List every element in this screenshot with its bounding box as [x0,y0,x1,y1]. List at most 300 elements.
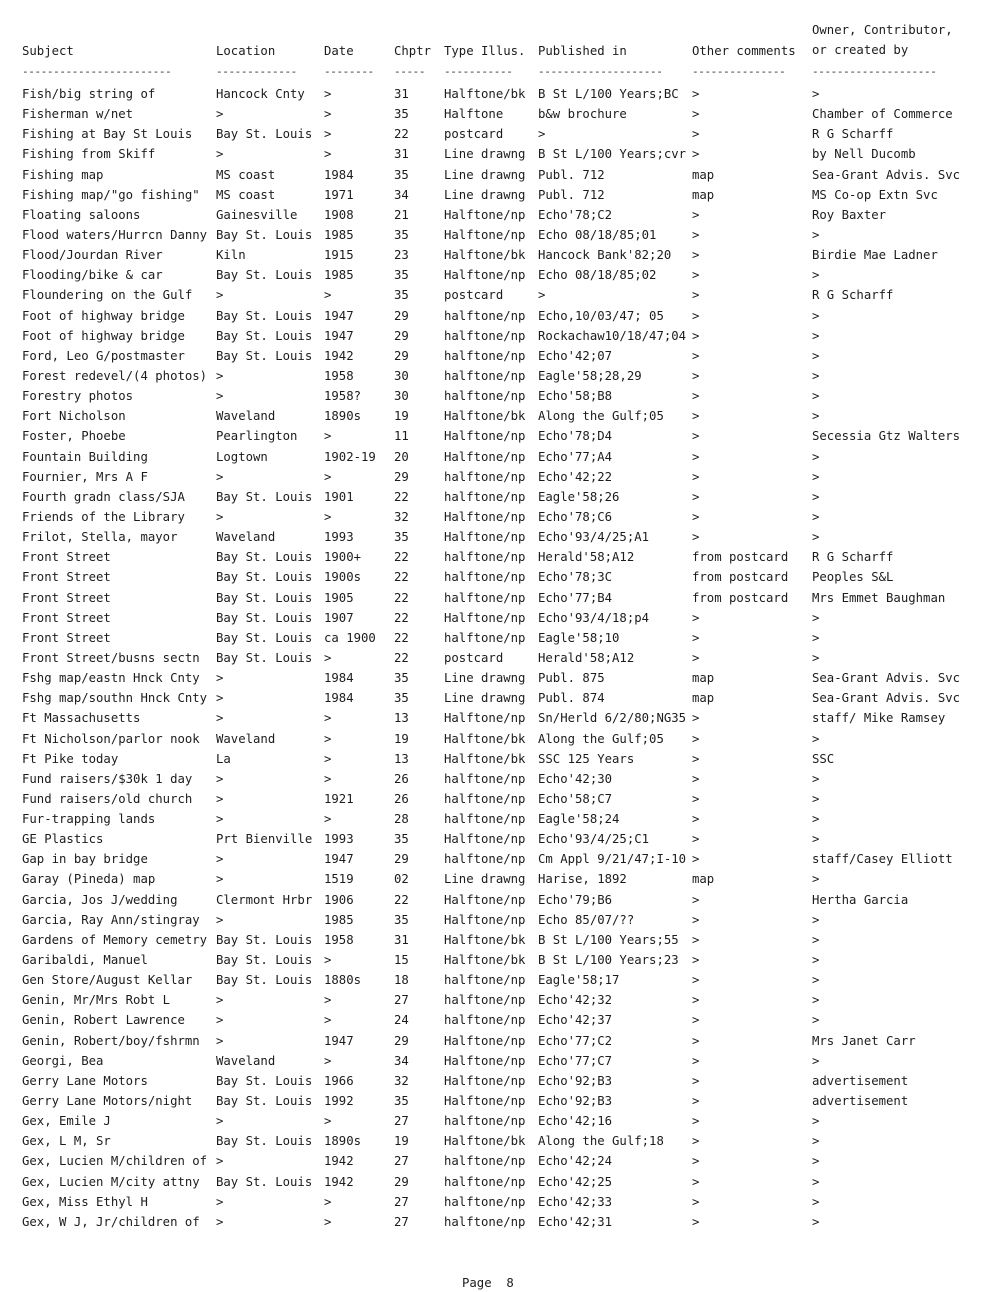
cell-chapter: 32 [394,1073,409,1088]
cell-date: 1992 [324,1094,354,1109]
cell-date: ca 1900 [324,630,376,645]
cell-other-comments: > [692,530,700,545]
cell-chapter: 27 [394,1214,409,1229]
cell-owner: > [812,973,820,988]
cell-owner: > [812,530,820,545]
cell-subject: Front Street/busns sectn [22,650,200,665]
cell-location: > [216,107,224,122]
cell-chapter: 21 [394,207,409,222]
cell-date: 1985 [324,268,354,283]
cell-type-illus: halftone/np [444,550,526,565]
table-row [0,1111,992,1131]
table-row [0,1172,992,1192]
cell-chapter: 35 [394,832,409,847]
cell-chapter: 19 [394,409,409,424]
cell-owner: Mrs Janet Carr [812,1033,916,1048]
cell-location: Bay St. Louis [216,308,313,323]
cell-subject: Fishing map [22,167,104,182]
cell-other-comments: > [692,207,700,222]
cell-date: > [324,1194,332,1209]
cell-date: 1902-19 [324,449,376,464]
cell-owner: > [812,872,820,887]
cell-type-illus: halftone/np [444,389,526,404]
cell-subject: Fshg map/southn Hnck Cnty [22,691,208,706]
cell-chapter: 22 [394,570,409,585]
cell-subject: Flooding/bike & car [22,268,163,283]
cell-location: > [216,1154,224,1169]
cell-chapter: 29 [394,1174,409,1189]
cell-owner: > [812,1154,820,1169]
cell-other-comments: > [692,308,700,323]
cell-date: 1958 [324,932,354,947]
cell-owner: R G Scharff [812,550,894,565]
cell-subject: Frilot, Stella, mayor [22,530,178,545]
cell-date: 1905 [324,590,354,605]
cell-subject: Fort Nicholson [22,409,126,424]
cell-owner: > [812,932,820,947]
cell-subject: Fishing at Bay St Louis [22,127,193,142]
cell-date: 1984 [324,167,354,182]
table-row [0,729,992,749]
cell-other-comments: > [692,973,700,988]
cell-location: Bay St. Louis [216,1134,313,1149]
cell-date: 1958? [324,389,362,404]
cell-date: > [324,509,332,524]
cell-owner: > [812,1174,820,1189]
cell-other-comments: > [692,993,700,1008]
cell-type-illus: Line drawng [444,167,526,182]
cell-subject: Gex, L M, Sr [22,1134,111,1149]
cell-other-comments: > [692,509,700,524]
cell-published-in: Echo'78;C2 [538,207,613,222]
cell-other-comments: > [692,1073,700,1088]
cell-chapter: 22 [394,610,409,625]
cell-owner: > [812,308,820,323]
cell-location: Bay St. Louis [216,1073,313,1088]
cell-location: Kiln [216,248,246,263]
cell-location: > [216,469,224,484]
cell-owner: R G Scharff [812,127,894,142]
cell-published-in: Herald'58;A12 [538,650,635,665]
cell-location: > [216,812,224,827]
cell-published-in: Echo'58;B8 [538,389,613,404]
cell-location: > [216,872,224,887]
table-row [0,144,992,164]
cell-type-illus: halftone/np [444,993,526,1008]
cell-type-illus: Halftone/bk [444,409,526,424]
cell-owner: > [812,449,820,464]
cell-chapter: 20 [394,449,409,464]
cell-date: > [324,993,332,1008]
column-header [0,18,992,78]
cell-subject: Fishing from Skiff [22,147,156,162]
cell-subject: Friends of the Library [22,509,185,524]
cell-owner: > [812,1194,820,1209]
cell-owner: > [812,912,820,927]
cell-type-illus: halftone/np [444,469,526,484]
cell-location: > [216,1214,224,1229]
table-row [0,306,992,326]
cell-chapter: 19 [394,731,409,746]
table-row [0,547,992,567]
cell-other-comments: > [692,832,700,847]
cell-date: 1942 [324,348,354,363]
cell-location: Bay St. Louis [216,127,313,142]
divider-subject: ------------------------ [22,66,172,78]
cell-other-comments: > [692,771,700,786]
cell-published-in: Echo 85/07/?? [538,912,635,927]
cell-chapter: 19 [394,1134,409,1149]
cell-subject: Flood waters/Hurrcn Danny [22,227,208,242]
table-row [0,205,992,225]
cell-location: > [216,1033,224,1048]
cell-subject: Gex, W J, Jr/children of [22,1214,200,1229]
cell-subject: Foot of highway bridge [22,328,185,343]
cell-owner: > [812,389,820,404]
table-row [0,426,992,446]
cell-subject: Gerry Lane Motors [22,1073,148,1088]
cell-chapter: 29 [394,328,409,343]
cell-other-comments: > [692,1013,700,1028]
table-row [0,185,992,205]
cell-owner: Sea-Grant Advis. Svc [812,671,961,686]
table-row [0,265,992,285]
cell-type-illus: Halftone/np [444,1073,526,1088]
cell-location: > [216,671,224,686]
cell-subject: Fisherman w/net [22,107,134,122]
cell-type-illus: Halftone/np [444,1053,526,1068]
cell-other-comments: > [692,1033,700,1048]
table-row [0,104,992,124]
cell-date: 1947 [324,852,354,867]
cell-other-comments: > [692,409,700,424]
cell-other-comments: > [692,892,700,907]
cell-location: Waveland [216,530,276,545]
cell-type-illus: Halftone/np [444,268,526,283]
cell-chapter: 28 [394,812,409,827]
cell-owner: Chamber of Commerce [812,107,953,122]
cell-owner: > [812,953,820,968]
cell-other-comments: > [692,1154,700,1169]
divider-other: --------------- [692,66,786,78]
cell-chapter: 34 [394,1053,409,1068]
cell-type-illus: Halftone/np [444,509,526,524]
cell-other-comments: > [692,751,700,766]
cell-owner: Sea-Grant Advis. Svc [812,691,961,706]
cell-published-in: > [538,127,546,142]
table-row [0,326,992,346]
cell-published-in: Hancock Bank'82;20 [538,248,672,263]
table-row [0,769,992,789]
cell-chapter: 13 [394,751,409,766]
cell-subject: Fund raisers/old church [22,791,193,806]
cell-chapter: 29 [394,469,409,484]
header-other: Other comments [692,44,796,58]
cell-owner: > [812,489,820,504]
cell-chapter: 27 [394,1154,409,1169]
cell-chapter: 11 [394,429,409,444]
cell-other-comments: > [692,1174,700,1189]
cell-other-comments: > [692,852,700,867]
cell-other-comments: > [692,227,700,242]
cell-date: 1890s [324,1134,362,1149]
cell-other-comments: > [692,469,700,484]
cell-chapter: 35 [394,268,409,283]
cell-location: > [216,771,224,786]
cell-location: Prt Bienville [216,832,313,847]
cell-date: > [324,650,332,665]
table-row [0,930,992,950]
cell-location: > [216,368,224,383]
cell-owner: Peoples S&L [812,570,894,585]
cell-location: Bay St. Louis [216,650,313,665]
cell-date: 1993 [324,530,354,545]
cell-published-in: Rockachaw10/18/47;04 [538,328,687,343]
cell-published-in: Echo'42;22 [538,469,613,484]
cell-location: > [216,1114,224,1129]
cell-type-illus: Halftone/bk [444,248,526,263]
cell-location: > [216,852,224,867]
cell-published-in: B St L/100 Years;23 [538,953,679,968]
cell-type-illus: Halftone/np [444,610,526,625]
cell-type-illus: Halftone/np [444,429,526,444]
cell-subject: Gen Store/August Kellar [22,973,193,988]
cell-owner: > [812,993,820,1008]
cell-owner: > [812,1114,820,1129]
cell-published-in: Cm Appl 9/21/47;I-10 [538,852,687,867]
table-row [0,970,992,990]
table-row [0,608,992,628]
cell-chapter: 26 [394,791,409,806]
cell-date: 1915 [324,248,354,263]
cell-other-comments: > [692,248,700,263]
cell-chapter: 35 [394,1094,409,1109]
cell-other-comments: map [692,167,715,182]
cell-other-comments: > [692,268,700,283]
cell-chapter: 35 [394,107,409,122]
cell-chapter: 29 [394,308,409,323]
cell-subject: Gex, Emile J [22,1114,111,1129]
cell-location: Pearlington [216,429,298,444]
cell-chapter: 29 [394,852,409,867]
cell-date: 1906 [324,892,354,907]
table-row [0,849,992,869]
cell-type-illus: Halftone/bk [444,751,526,766]
cell-subject: Gex, Lucien M/city attny [22,1174,200,1189]
cell-published-in: Along the Gulf;18 [538,1134,664,1149]
cell-chapter: 35 [394,227,409,242]
cell-owner: > [812,328,820,343]
table-row [0,869,992,889]
cell-date: 1900+ [324,550,362,565]
cell-type-illus: Halftone/np [444,832,526,847]
cell-subject: Flood/Jourdan River [22,248,163,263]
cell-owner: Birdie Mae Ladner [812,248,938,263]
cell-other-comments: > [692,429,700,444]
table-row [0,285,992,305]
cell-owner: > [812,1013,820,1028]
cell-location: > [216,1013,224,1028]
cell-subject: Front Street [22,550,111,565]
cell-chapter: 02 [394,872,409,887]
cell-location: > [216,791,224,806]
cell-type-illus: Halftone/np [444,207,526,222]
cell-date: 1519 [324,872,354,887]
cell-chapter: 22 [394,590,409,605]
cell-owner: > [812,348,820,363]
table-row [0,1010,992,1030]
cell-date: 1890s [324,409,362,424]
cell-type-illus: Halftone/np [444,711,526,726]
cell-date: 1880s [324,973,362,988]
cell-owner: advertisement [812,1073,909,1088]
cell-date: 1907 [324,610,354,625]
cell-date: 1984 [324,671,354,686]
cell-location: Bay St. Louis [216,953,313,968]
cell-date: > [324,751,332,766]
table-row [0,789,992,809]
table-row [0,165,992,185]
table-row [0,708,992,728]
cell-published-in: Eagle'58;17 [538,973,620,988]
cell-type-illus: Line drawng [444,187,526,202]
cell-location: Bay St. Louis [216,973,313,988]
cell-published-in: Echo'42;25 [538,1174,613,1189]
cell-published-in: > [538,288,546,303]
table-row [0,467,992,487]
cell-type-illus: Halftone/np [444,1033,526,1048]
cell-owner: > [812,832,820,847]
cell-subject: Front Street [22,590,111,605]
table-row [0,1131,992,1151]
cell-published-in: SSC 125 Years [538,751,635,766]
cell-type-illus: halftone/np [444,771,526,786]
cell-other-comments: > [692,953,700,968]
cell-other-comments: > [692,87,700,101]
cell-type-illus: Halftone/bk [444,87,526,101]
table-row [0,225,992,245]
cell-owner: Secessia Gtz Walters [812,429,961,444]
cell-chapter: 22 [394,127,409,142]
cell-published-in: Echo'78;D4 [538,429,613,444]
cell-type-illus: halftone/np [444,630,526,645]
cell-subject: Ft Massachusetts [22,711,141,726]
cell-subject: Gex, Miss Ethyl H [22,1194,148,1209]
cell-subject: Fourth gradn class/SJA [22,489,185,504]
cell-date: > [324,429,332,444]
cell-owner: > [812,509,820,524]
cell-type-illus: halftone/np [444,1214,526,1229]
cell-date: > [324,1053,332,1068]
cell-subject: Front Street [22,570,111,585]
cell-other-comments: map [692,691,715,706]
cell-subject: Fund raisers/$30k 1 day [22,771,193,786]
cell-location: Logtown [216,449,268,464]
cell-date: > [324,711,332,726]
cell-chapter: 22 [394,650,409,665]
divider-type: ----------- [444,66,513,78]
table-row [0,346,992,366]
table-row [0,245,992,265]
cell-other-comments: > [692,1053,700,1068]
cell-subject: Forestry photos [22,389,134,404]
table-row [0,829,992,849]
cell-subject: Garcia, Jos J/wedding [22,892,178,907]
cell-subject: Foot of highway bridge [22,308,185,323]
cell-other-comments: > [692,812,700,827]
cell-published-in: Echo'42;07 [538,348,613,363]
cell-published-in: Echo'42;32 [538,993,613,1008]
cell-other-comments: > [692,328,700,343]
cell-published-in: b&w brochure [538,107,627,122]
table-row [0,1071,992,1091]
cell-type-illus: halftone/np [444,852,526,867]
cell-chapter: 31 [394,87,409,101]
cell-type-illus: halftone/np [444,570,526,585]
cell-type-illus: Halftone/np [444,1094,526,1109]
cell-published-in: Echo,10/03/47; 05 [538,308,664,323]
cell-subject: Fountain Building [22,449,148,464]
cell-published-in: Eagle'58;28,29 [538,368,642,383]
cell-type-illus: halftone/np [444,791,526,806]
cell-date: 1966 [324,1073,354,1088]
cell-chapter: 22 [394,550,409,565]
cell-owner: > [812,650,820,665]
cell-type-illus: halftone/np [444,973,526,988]
cell-date: 1942 [324,1174,354,1189]
cell-published-in: Sn/Herld 6/2/80;NG35 [538,711,687,726]
cell-location: Waveland [216,731,276,746]
cell-date: 1942 [324,1154,354,1169]
cell-subject: GE Plastics [22,832,104,847]
cell-subject: Front Street [22,630,111,645]
cell-date: > [324,107,332,122]
table-row [0,124,992,144]
cell-date: > [324,812,332,827]
cell-subject: Garcia, Ray Ann/stingray [22,912,200,927]
cell-published-in: Herald'58;A12 [538,550,635,565]
table-row [0,487,992,507]
cell-date: > [324,1114,332,1129]
cell-date: 1958 [324,368,354,383]
cell-owner: R G Scharff [812,288,894,303]
cell-location: Hancock Cnty [216,87,305,101]
cell-chapter: 35 [394,912,409,927]
cell-published-in: Echo'78;3C [538,570,613,585]
cell-date: 1993 [324,832,354,847]
cell-subject: Ford, Leo G/postmaster [22,348,185,363]
cell-date: > [324,127,332,142]
header-subject: Subject [22,44,74,58]
cell-location: > [216,389,224,404]
cell-subject: Gardens of Memory cemetry [22,932,208,947]
cell-location: La [216,751,231,766]
cell-type-illus: postcard [444,288,504,303]
table-row [0,890,992,910]
cell-type-illus: halftone/np [444,1174,526,1189]
cell-chapter: 29 [394,348,409,363]
index-rows [0,84,992,1232]
cell-location: Bay St. Louis [216,1174,313,1189]
cell-chapter: 30 [394,368,409,383]
table-row [0,527,992,547]
cell-date: 1984 [324,691,354,706]
cell-location: Waveland [216,1053,276,1068]
cell-other-comments: > [692,610,700,625]
cell-other-comments: > [692,1114,700,1129]
cell-other-comments: map [692,671,715,686]
cell-other-comments: > [692,288,700,303]
